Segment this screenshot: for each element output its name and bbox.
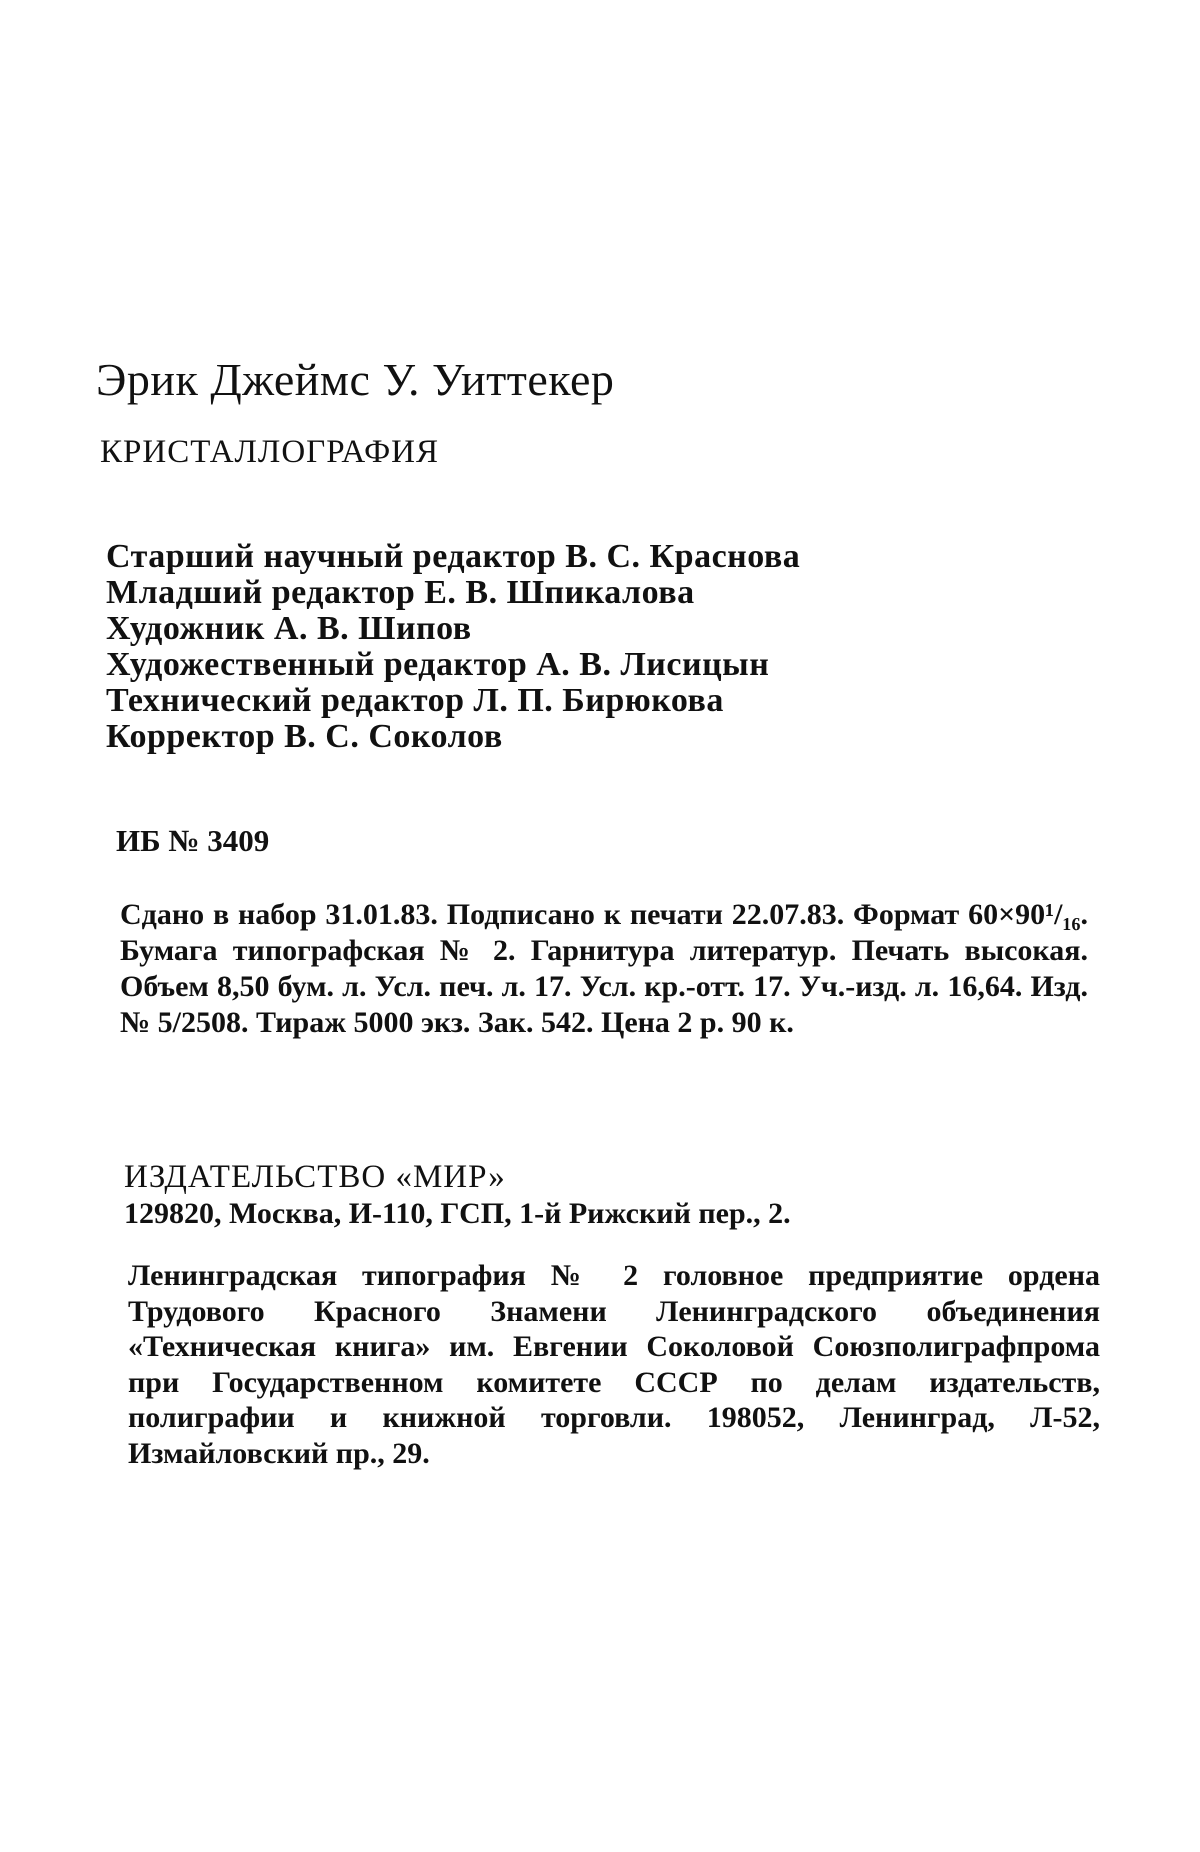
print-info-paragraph: Сдано в набор 31.01.83. Подписано к печати 22.07.83. Формат 60×90¹/₁₆. Бумага типографская № 2. Гарнитура литератур. Печать высокая. Объем 8,50 бум. л. Усл. печ. л. 17. Усл. кр.-отт. 17. Уч.-изд. л. 16,64. Изд. № 5/2508. Тираж 5000 экз. Зак. 542. Цена 2 р. 90 к. — [120, 898, 1088, 1039]
book-title: КРИСТАЛЛОГРАФИЯ — [100, 434, 440, 470]
credit-artist: Художник А. В. Шипов — [106, 610, 472, 647]
publisher-block — [124, 1158, 1084, 1232]
printing-house-paragraph: Ленинградская типография № 2 головное предприятие ордена Трудового Красного Знамени Ленинградского объединения «Техническая книга» им. Евгении Соколовой Союзполиграфпрома при Государственном комитете СССР по делам издательств, полиграфии и книжной торговли. 198052, Ленинград, Л-52, Измайловский пр., 29. — [128, 1259, 1100, 1470]
editorial-credits — [106, 539, 986, 755]
credit-art-editor: Художественный редактор А. В. Лисицын — [106, 646, 770, 683]
publisher-address: 129820, Москва, И-110, ГСП, 1-й Рижский пер., 2. — [124, 1197, 791, 1230]
publisher-name: ИЗДАТЕЛЬСТВО «МИР» — [124, 1159, 506, 1195]
author-name: Эрик Джеймс У. Уиттекер — [96, 354, 615, 405]
credit-senior-editor: Старший научный редактор В. С. Краснова — [106, 538, 801, 575]
ib-number: ИБ № 3409 — [116, 823, 270, 858]
credit-proofreader: Корректор В. С. Соколов — [106, 718, 503, 755]
credit-technical-editor: Технический редактор Л. П. Бирюкова — [106, 682, 724, 719]
credit-junior-editor: Младший редактор Е. В. Шпикалова — [106, 574, 695, 611]
